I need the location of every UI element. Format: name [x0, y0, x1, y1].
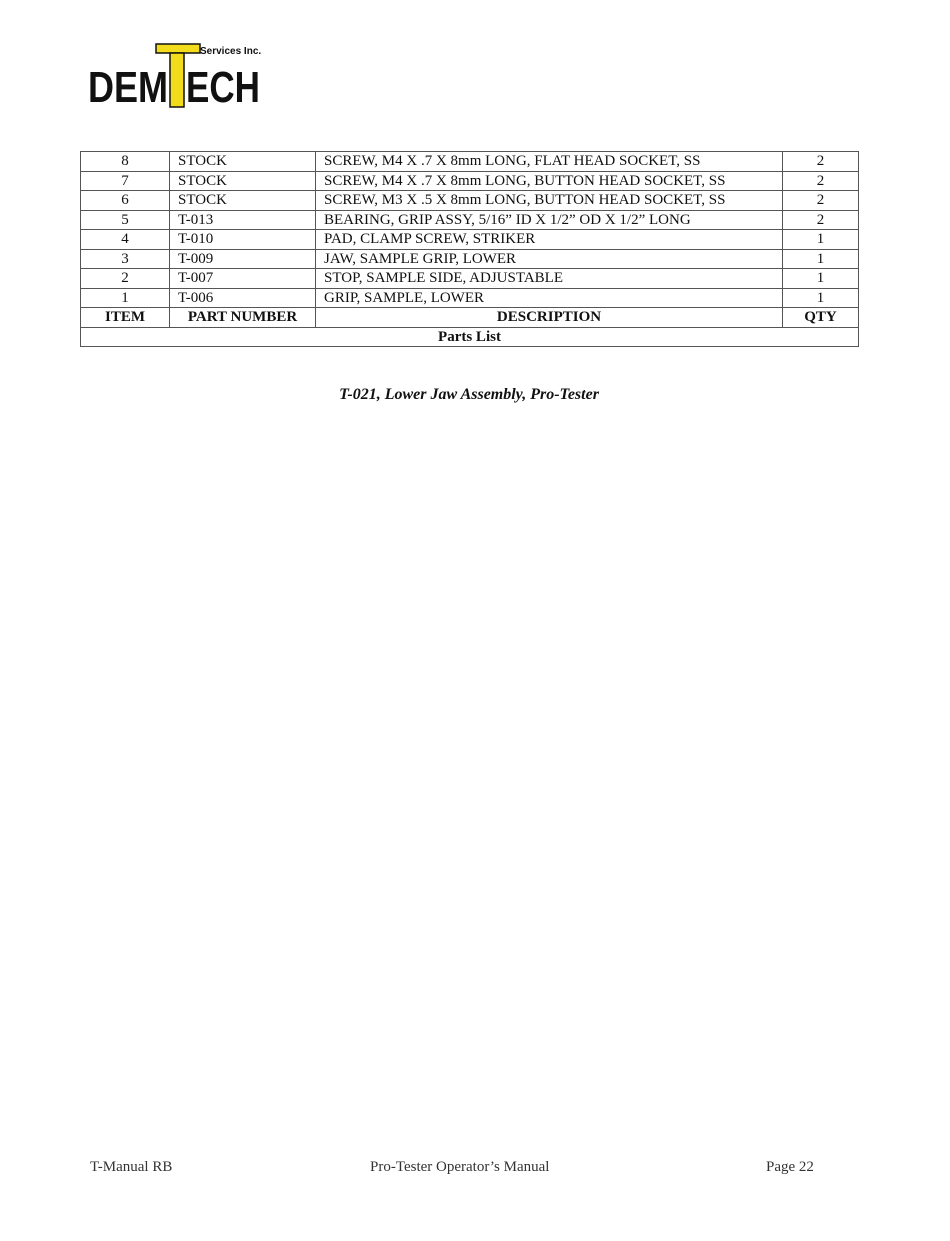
footer-page-number: Page 22 [766, 1159, 814, 1175]
parts-list-table [80, 151, 859, 347]
part-number-cell: T-010 [170, 230, 316, 250]
part-number-cell: STOCK [170, 191, 316, 211]
table-row [81, 288, 859, 308]
description-cell: PAD, CLAMP SCREW, STRIKER [316, 230, 783, 250]
item-cell: 3 [81, 249, 170, 269]
header-qty: QTY [783, 308, 859, 328]
figure-caption: T-021, Lower Jaw Assembly, Pro-Tester [339, 386, 599, 403]
qty-cell: 1 [783, 249, 859, 269]
logo-tagline: Services Inc. [200, 46, 262, 57]
description-cell: STOP, SAMPLE SIDE, ADJUSTABLE [316, 269, 783, 289]
item-cell: 5 [81, 210, 170, 230]
table-row [81, 230, 859, 250]
item-cell: 8 [81, 152, 170, 172]
qty-cell: 2 [783, 152, 859, 172]
part-number-cell: STOCK [170, 171, 316, 191]
description-cell: SCREW, M3 X .5 X 8mm LONG, BUTTON HEAD SOCKET, SS [316, 191, 783, 211]
qty-cell: 2 [783, 171, 859, 191]
table-caption: Parts List [81, 327, 859, 347]
table-row [81, 210, 859, 230]
company-logo [88, 44, 268, 112]
item-cell: 4 [81, 230, 170, 250]
description-cell: GRIP, SAMPLE, LOWER [316, 288, 783, 308]
description-cell: SCREW, M4 X .7 X 8mm LONG, BUTTON HEAD SOCKET, SS [316, 171, 783, 191]
table-row [81, 191, 859, 211]
part-number-cell: T-013 [170, 210, 316, 230]
logo-t-stem [170, 53, 184, 107]
part-number-cell: STOCK [170, 152, 316, 172]
item-cell: 2 [81, 269, 170, 289]
table-row [81, 269, 859, 289]
qty-cell: 1 [783, 269, 859, 289]
part-number-cell: T-009 [170, 249, 316, 269]
qty-cell: 1 [783, 288, 859, 308]
header-description: DESCRIPTION [316, 308, 783, 328]
qty-cell: 2 [783, 191, 859, 211]
table-row [81, 152, 859, 172]
part-number-cell: T-006 [170, 288, 316, 308]
part-number-cell: T-007 [170, 269, 316, 289]
item-cell: 7 [81, 171, 170, 191]
logo-brand-left: DEM [88, 63, 168, 112]
logo-t-bar [156, 44, 200, 53]
table-row [81, 249, 859, 269]
table-row [81, 171, 859, 191]
table-header-row [81, 308, 859, 328]
header-part-number: PART NUMBER [170, 308, 316, 328]
description-cell: BEARING, GRIP ASSY, 5/16” ID X 1/2” OD X 1/2” LONG [316, 210, 783, 230]
demtech-logo-graphic [88, 44, 268, 112]
footer-manual-code: T-Manual RB [90, 1159, 173, 1175]
description-cell: JAW, SAMPLE GRIP, LOWER [316, 249, 783, 269]
header-item: ITEM [81, 308, 170, 328]
qty-cell: 1 [783, 230, 859, 250]
table-caption-row [81, 327, 859, 347]
logo-brand-right: ECH [186, 63, 260, 112]
qty-cell: 2 [783, 210, 859, 230]
item-cell: 6 [81, 191, 170, 211]
description-cell: SCREW, M4 X .7 X 8mm LONG, FLAT HEAD SOCKET, SS [316, 152, 783, 172]
footer-manual-title: Pro-Tester Operator’s Manual [370, 1159, 550, 1175]
item-cell: 1 [81, 288, 170, 308]
